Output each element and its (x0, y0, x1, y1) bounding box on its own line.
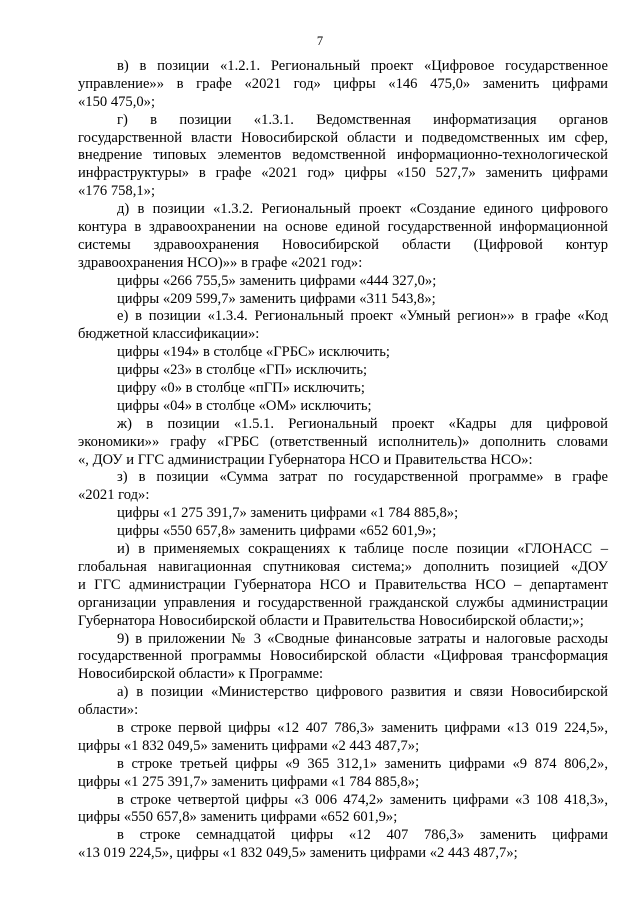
text-line: в строке первой цифры «12 407 786,3» заменить цифрами «13 019 224,5», (117, 719, 608, 736)
text-line: цифры «550 657,8» заменить цифрами «652 601,9»; (78, 809, 398, 826)
text-line: е) в позиции «1.3.4. Региональный проект «Умный регион»» в графе «Код (117, 308, 608, 325)
text-line: а) в позиции «Министерство цифрового развития и связи Новосибирской (117, 684, 608, 701)
text-line: г) в позиции «1.3.1. Ведомственная информатизация органов (117, 111, 608, 128)
text-line: «, ДОУ и ГГС администрации Губернатора НСО и Правительства НСО»: (78, 451, 533, 468)
text-line: внедрение типовых элементов ведомственной информационно-технологической (78, 147, 608, 164)
text-line: д) в позиции «1.3.2. Региональный проект «Создание единого цифрового (117, 201, 608, 218)
text-line: цифру «0» в столбце «пГП» исключить; (117, 380, 365, 397)
text-line: цифры «04» в столбце «ОМ» исключить; (117, 397, 372, 414)
text-line: цифры «550 657,8» заменить цифрами «652 601,9»; (117, 523, 437, 540)
text-line: государственной программы Новосибирской области «Цифровая трансформация (78, 648, 608, 665)
text-line: здравоохранения НСО)»» в графе «2021 год»: (78, 254, 363, 271)
text-line: Новосибирской области» к Программе: (78, 666, 324, 683)
text-line: в строке четвертой цифры «3 006 474,2» заменить цифрами «3 108 418,3», (117, 791, 608, 808)
text-line: инфраструктуры» в графе «2021 год» цифры «150 527,7» заменить цифрами (78, 165, 608, 182)
text-line: государственной власти Новосибирской области и подведомственных им сфер, (78, 129, 608, 146)
text-line: «13 019 224,5», цифры «1 832 049,5» заменить цифрами «2 443 487,7»; (78, 845, 518, 862)
text-line: области»: (78, 702, 139, 719)
document-body (78, 58, 608, 863)
text-line: цифры «1 832 049,5» заменить цифрами «2 443 487,7»; (78, 737, 420, 754)
text-line: экономики»» графу «ГРБС (ответственный исполнитель)» дополнить словами (78, 433, 608, 450)
text-line: системы здравоохранения Новосибирской области (Цифровой контур (78, 236, 608, 253)
text-line: в строке семнадцатой цифры «12 407 786,3» заменить цифрами (117, 827, 608, 844)
text-line: цифры «209 599,7» заменить цифрами «311 543,8»; (117, 290, 436, 307)
text-line: управление»» в графе «2021 год» цифры «146 475,0» заменить цифрами (78, 75, 608, 92)
text-line: цифры «266 755,5» заменить цифрами «444 327,0»; (117, 272, 437, 289)
text-line: цифры «194» в столбце «ГРБС» исключить; (117, 344, 390, 361)
text-line: в) в позиции «1.2.1. Региональный проект «Цифровое государственное (117, 58, 608, 74)
text-line: глобальная навигационная спутниковая система;» дополнить позицией «ДОУ (78, 558, 608, 575)
text-line: цифры «23» в столбце «ГП» исключить; (117, 362, 368, 379)
text-line: цифры «1 275 391,7» заменить цифрами «1 784 885,8»; (78, 773, 420, 790)
text-line: «2021 год»: (78, 487, 150, 504)
text-line: з) в позиции «Сумма затрат по государственной программе» в графе (117, 469, 608, 486)
text-line: ж) в позиции «1.5.1. Региональный проект «Кадры для цифровой (117, 415, 608, 432)
text-line: и ГГС администрации Губернатора НСО и Правительства НСО – департамент (78, 576, 608, 593)
text-line: и) в применяемых сокращениях к таблице после позиции «ГЛОНАСС – (117, 541, 608, 558)
text-line: организации управления и государственной гражданской службы администрации (78, 594, 608, 611)
page-number: 7 (316, 34, 324, 48)
text-line: 9) в приложении № 3 «Сводные финансовые затраты и налоговые расходы (117, 630, 608, 647)
text-line: контура в здравоохранении на основе единой государственной информационной (78, 219, 608, 236)
text-line: цифры «1 275 391,7» заменить цифрами «1 784 885,8»; (117, 505, 459, 522)
text-line: «176 758,1»; (78, 183, 156, 200)
text-line: «150 475,0»; (78, 93, 156, 110)
text-line: бюджетной классификации»: (78, 326, 260, 343)
text-line: Губернатора Новосибирской области и Правительства Новосибирской области;»; (78, 612, 584, 629)
text-line: в строке третьей цифры «9 365 312,1» заменить цифрами «9 874 806,2», (117, 755, 608, 772)
